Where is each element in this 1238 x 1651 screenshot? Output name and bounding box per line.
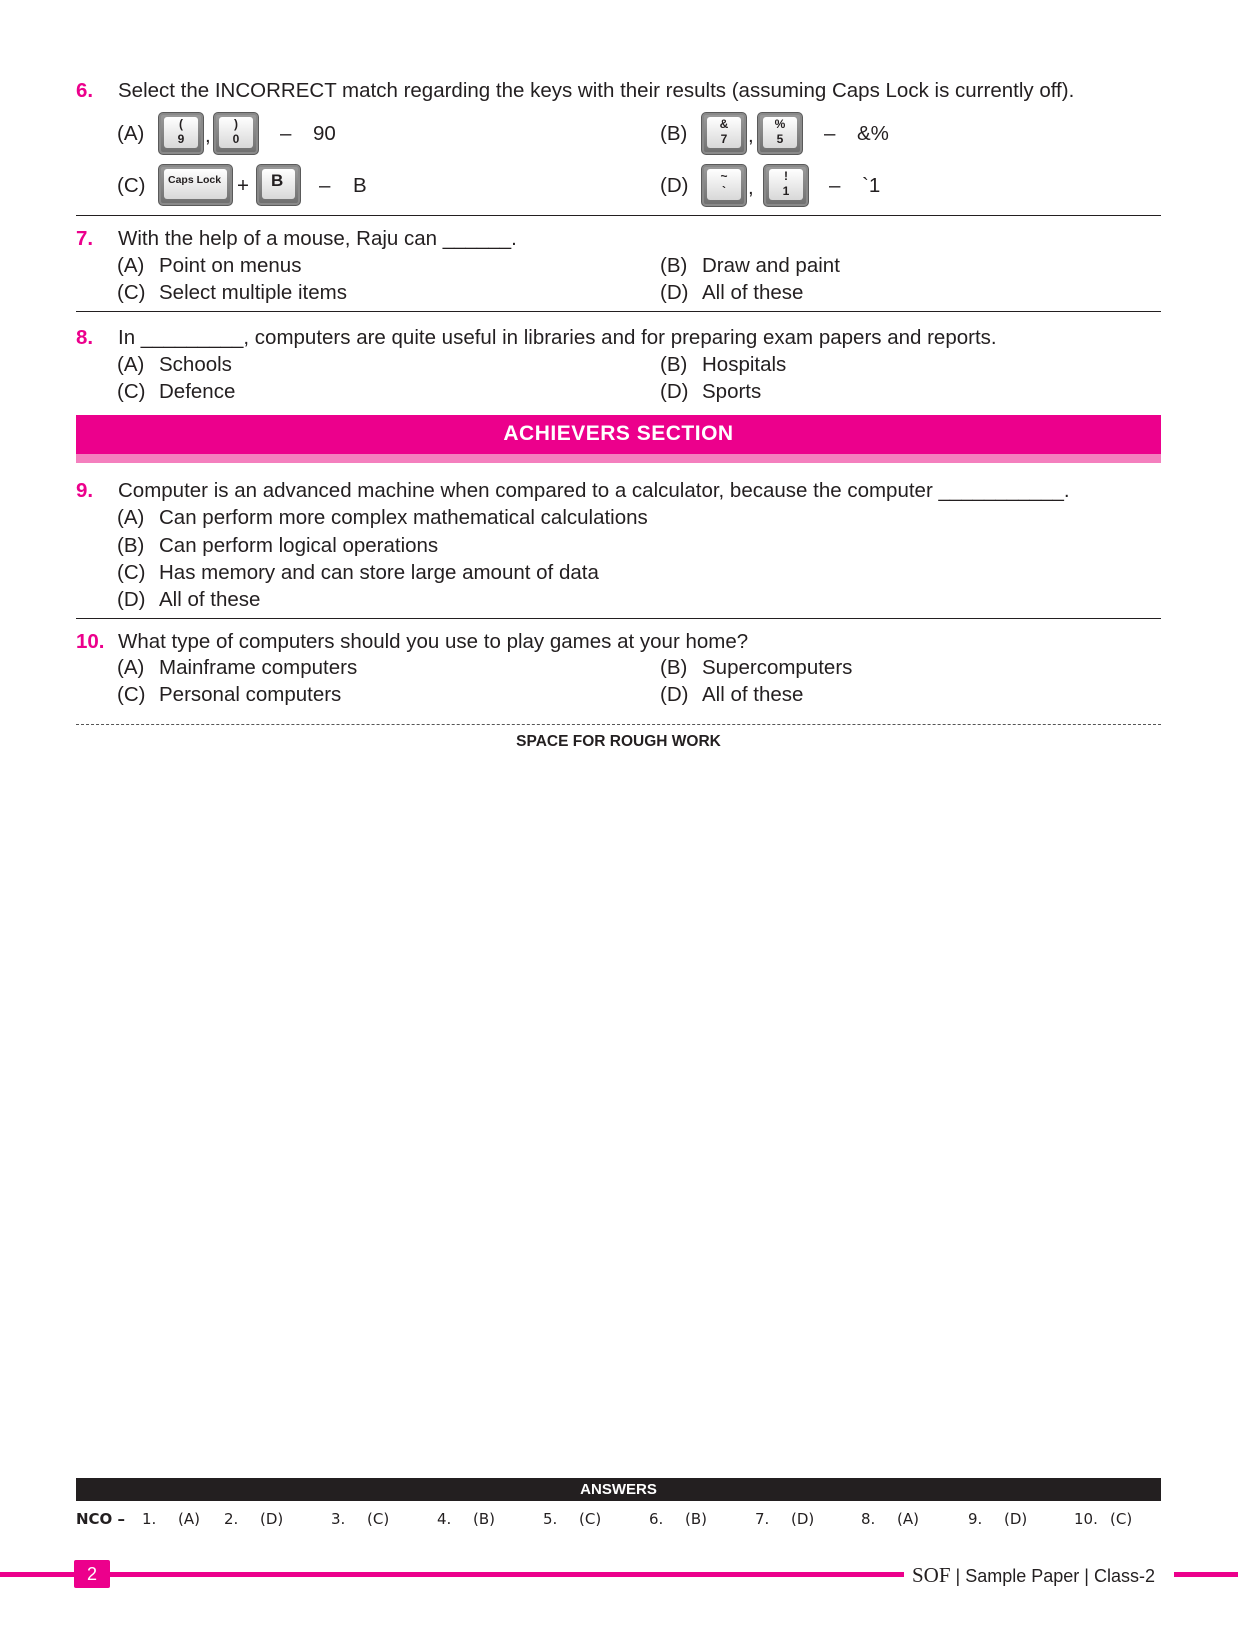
dash: – [319,174,331,197]
answer-value: (C) [1110,1510,1133,1528]
dash: – [829,174,841,197]
key-1-icon [763,164,809,207]
option-text: Select multiple items [159,281,347,304]
question-number: 7. [76,227,94,250]
comma: , [205,124,211,147]
answer-number: 10. [1074,1510,1098,1528]
option-b [660,254,840,278]
option-a [117,353,232,377]
key-number: ` [722,184,726,198]
option-b-label: (B) [660,122,688,145]
key-symbol: ! [784,169,788,183]
option-label: (B) [117,534,145,557]
option-d-label: (D) [660,174,689,197]
page-number: 2 [74,1560,110,1588]
answer-value: (C) [579,1510,602,1528]
comma: , [748,176,754,199]
option-label: (C) [117,380,146,403]
answer-value: (C) [367,1510,390,1528]
option-text: All of these [702,281,804,304]
option-label: (D) [660,380,689,403]
key-symbol: ~ [720,169,728,183]
footer-line-left [0,1572,904,1577]
answer-value: (D) [260,1510,284,1528]
option-text: Can perform logical operations [159,534,439,557]
option-text: Schools [159,353,232,376]
sof-logo-icon: SOF [912,1563,951,1587]
option-label: (C) [117,683,146,706]
answer-item [1074,1510,1132,1528]
key-number: 1 [782,184,790,198]
key-number: 9 [177,132,185,146]
answer-value: (A) [897,1510,919,1528]
answer-number: 4. [437,1510,452,1528]
option-d [660,281,803,305]
option-c [117,281,347,305]
footer-line-right [1174,1572,1238,1577]
banner-strip [76,454,1161,463]
answers-prefix: NCO – [76,1510,126,1528]
section-banner [76,415,1161,463]
option-d [660,380,761,404]
option-c [117,380,235,404]
option-label: (A) [117,656,145,679]
option-text: Personal computers [159,683,342,706]
answer-item [142,1510,200,1528]
option-label: (A) [117,353,145,376]
answer-item [224,1510,283,1528]
dash: – [280,122,292,145]
divider [76,618,1161,619]
option-label: (B) [660,254,688,277]
key-letter: B [271,171,284,190]
answer-item [437,1510,495,1528]
option-b [117,534,438,558]
answer-value: (D) [791,1510,815,1528]
option-label: (C) [117,281,146,304]
answer-number: 8. [861,1510,876,1528]
answers-title: ANSWERS [580,1481,657,1498]
answer-number: 3. [331,1510,346,1528]
answer-number: 2. [224,1510,239,1528]
option-label: (D) [117,588,146,611]
answer-item [649,1510,707,1528]
option-label: (D) [660,281,689,304]
section-title: ACHIEVERS SECTION [503,422,734,445]
rough-work-heading: SPACE FOR ROUGH WORK [516,733,721,750]
footer-text: | Sample Paper | Class-2 [955,1566,1155,1586]
option-text: Has memory and can store large amount of data [159,561,599,584]
key-symbol: ( [179,117,183,131]
option-b [660,353,786,377]
answer-item [755,1510,814,1528]
option-a-label: (A) [117,122,145,145]
answer-item [543,1510,601,1528]
answer-item [968,1510,1027,1528]
option-c [117,683,341,707]
answer-value: (B) [473,1510,495,1528]
option-label: (A) [117,254,145,277]
option-text: Hospitals [702,353,787,376]
answer-value: (D) [1004,1510,1028,1528]
question-text: What type of computers should you use to play games at your home? [118,630,749,653]
divider [76,311,1161,312]
option-a [117,656,357,680]
key-symbol: & [719,117,729,131]
key-5-icon [757,112,803,155]
divider [76,215,1161,216]
key-7-icon [701,112,747,155]
answer-number: 7. [755,1510,770,1528]
key-caps-lock-icon [158,164,233,206]
option-c-label: (C) [117,174,146,197]
option-c-result: B [353,174,367,197]
dashed-divider [76,724,1161,725]
question-number: 10. [76,630,105,653]
key-number: 7 [720,132,728,146]
option-text: Defence [159,380,236,403]
option-label: (B) [660,353,688,376]
option-text: All of these [702,683,804,706]
answer-item [861,1510,919,1528]
option-d-result: `1 [862,174,881,197]
key-0-icon [213,112,259,155]
answer-value: (A) [178,1510,200,1528]
question-number: 8. [76,326,94,349]
key-word: Caps Lock [168,174,222,186]
answers-bar [76,1478,1161,1501]
option-text: Can perform more complex mathematical calculations [159,506,648,529]
key-9-icon [158,112,204,155]
option-b [660,656,852,680]
option-text: Point on menus [159,254,302,277]
question-text: In _________, computers are quite useful in libraries and for preparing exam papers and reports. [118,326,997,349]
key-symbol: % [774,117,786,131]
key-number: 5 [776,132,784,146]
option-a-result: 90 [313,122,336,145]
option-a [117,506,648,530]
footer-title [912,1563,1155,1588]
option-a [117,254,301,278]
option-label: (C) [117,561,146,584]
option-label: (B) [660,656,688,679]
option-label: (A) [117,506,145,529]
answer-item [331,1510,389,1528]
answer-value: (B) [685,1510,707,1528]
option-d [117,588,260,612]
option-c [117,561,599,585]
answers-row [76,1510,1161,1532]
plus: + [237,174,249,197]
option-d [660,683,803,707]
answer-number: 6. [649,1510,664,1528]
option-text: All of these [159,588,261,611]
option-text: Draw and paint [702,254,840,277]
key-tilde-icon [701,164,747,207]
option-label: (D) [660,683,689,706]
question-number: 9. [76,479,94,502]
option-text: Mainframe computers [159,656,358,679]
question-text: Computer is an advanced machine when compared to a calculator, because the computer ___________. [118,479,1070,502]
dash: – [824,122,836,145]
question-text: With the help of a mouse, Raju can ______. [118,227,517,250]
answer-number: 5. [543,1510,558,1528]
question-number: 6. [76,79,94,102]
option-b-result: &% [857,122,889,145]
key-number: 0 [232,132,240,146]
option-text: Sports [702,380,762,403]
key-symbol: ) [234,117,238,131]
key-b-icon [256,164,301,206]
answer-number: 9. [968,1510,983,1528]
option-text: Supercomputers [702,656,853,679]
question-text: Select the INCORRECT match regarding the keys with their results (assuming Caps Lock is currently off). [118,79,1075,102]
answer-number: 1. [142,1510,157,1528]
comma: , [748,124,754,147]
